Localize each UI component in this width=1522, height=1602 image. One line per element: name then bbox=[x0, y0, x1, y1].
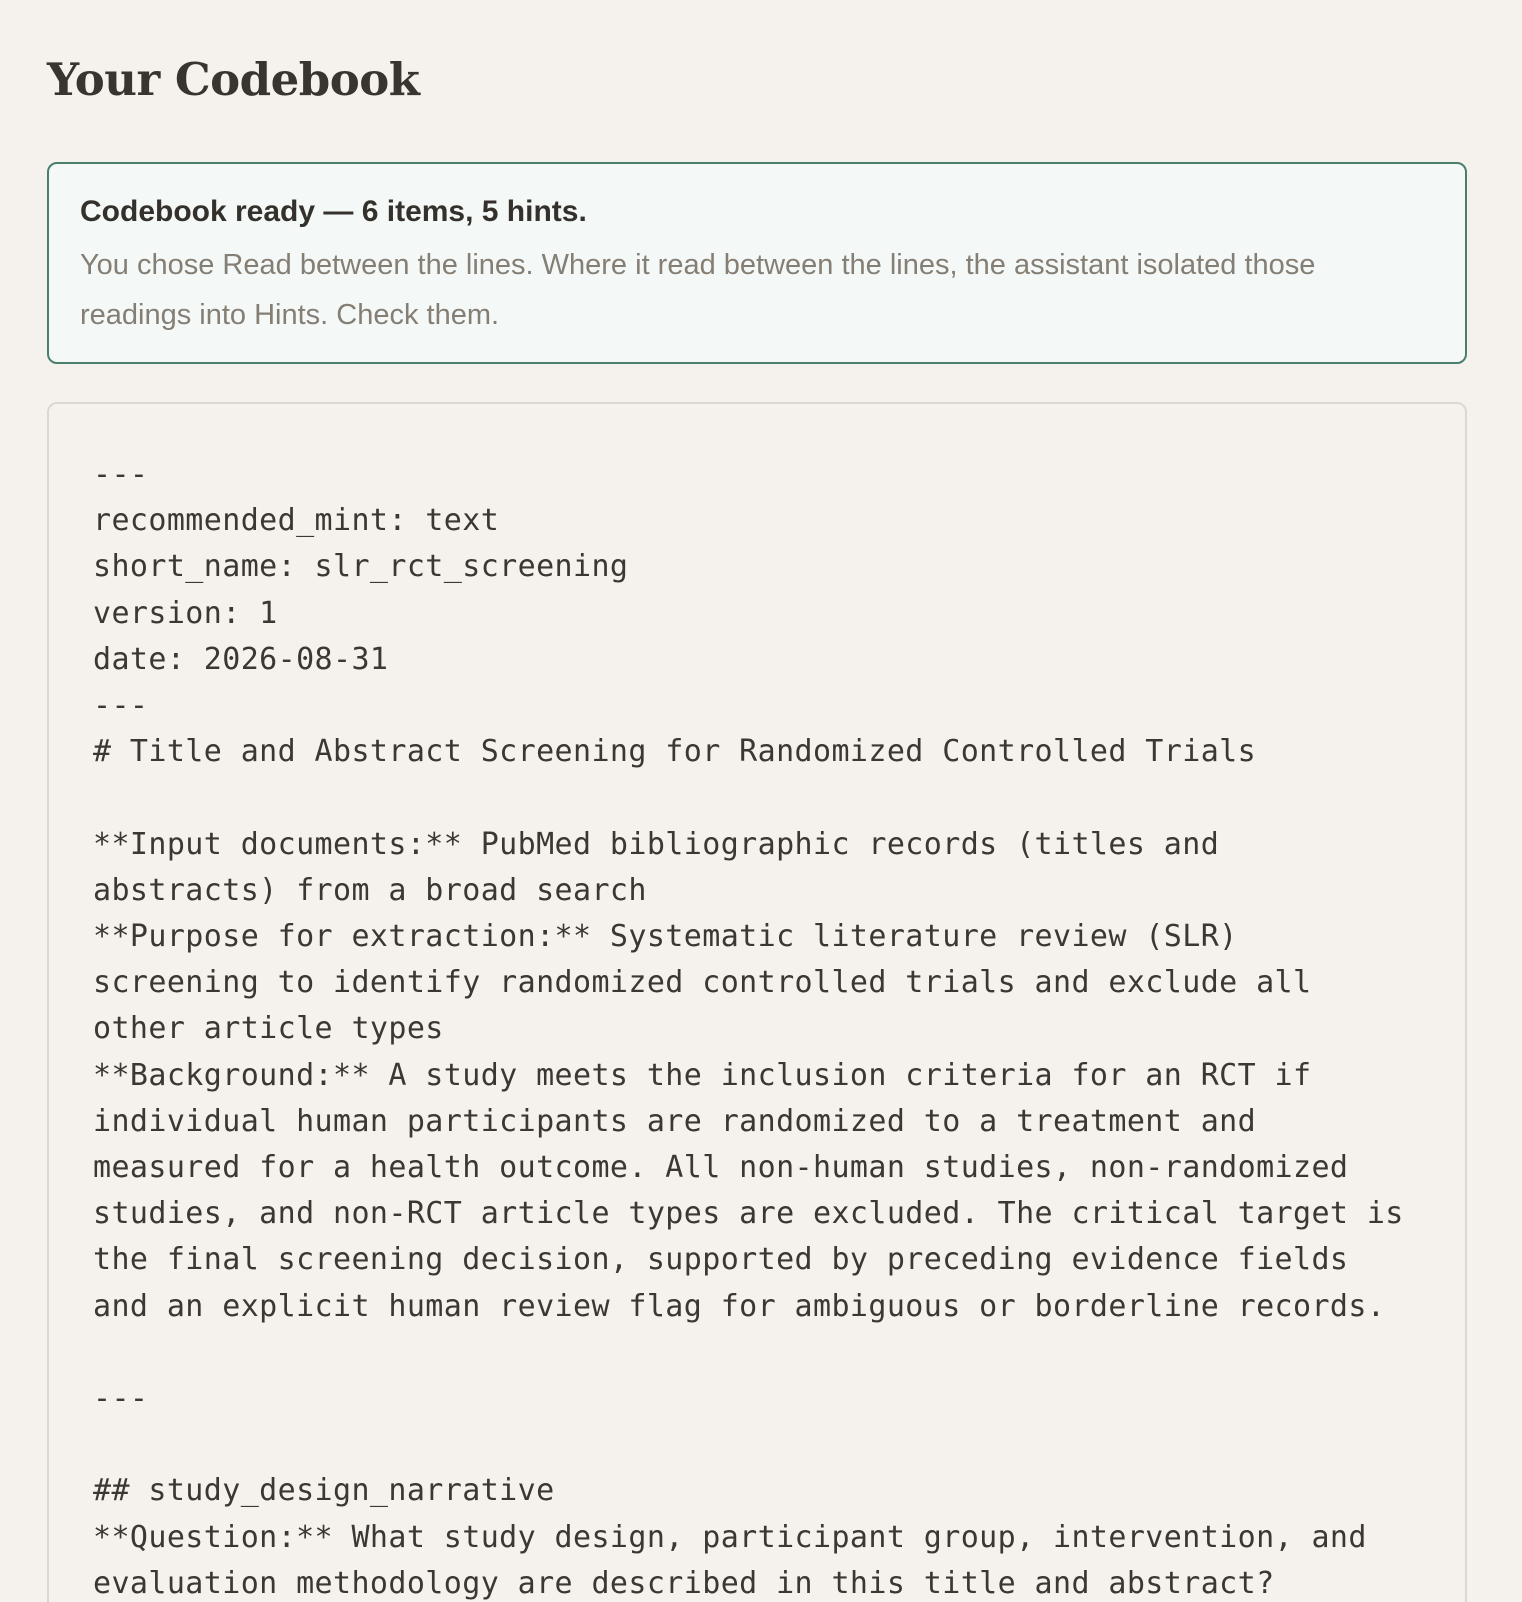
codebook-panel[interactable] bbox=[47, 402, 1467, 1602]
codebook-content[interactable]: --- recommended_mint: text short_name: slr_rct_screening version: 1 date: 2026-08-31 --- # Title and Abstract Screening for Randomized Controlled Trials **Input documents:** PubMed bibliographic records (titles and abstracts) from a broad search **Purpose for extraction:** Systematic literature review (SLR) screening to identify randomized controlled trials and exclude all other article types **Background:** A study meets the inclusion criteria for an RCT if individual human participants are randomized to a treatment and measured for a health outcome. All non-human studies, non-randomized studies, and non-RCT article types are excluded. The critical target is the final screening decision, supported by preceding evidence fields and an explicit human review flag for ambiguous or borderline records. --- ## study_design_narrative **Question:** What study design, participant group, intervention, and evaluation methodology are described in this title and abstract? bbox=[93, 457, 1404, 1601]
page-title: Your Codebook bbox=[47, 53, 420, 106]
notice-body: You chose Read between the lines. Where it read between the lines, the assistant isolated those readings into Hints. Check them. bbox=[80, 249, 1316, 331]
notice-title: Codebook ready — 6 items, 5 hints. bbox=[80, 195, 587, 228]
codebook-ready-notice bbox=[47, 162, 1467, 364]
